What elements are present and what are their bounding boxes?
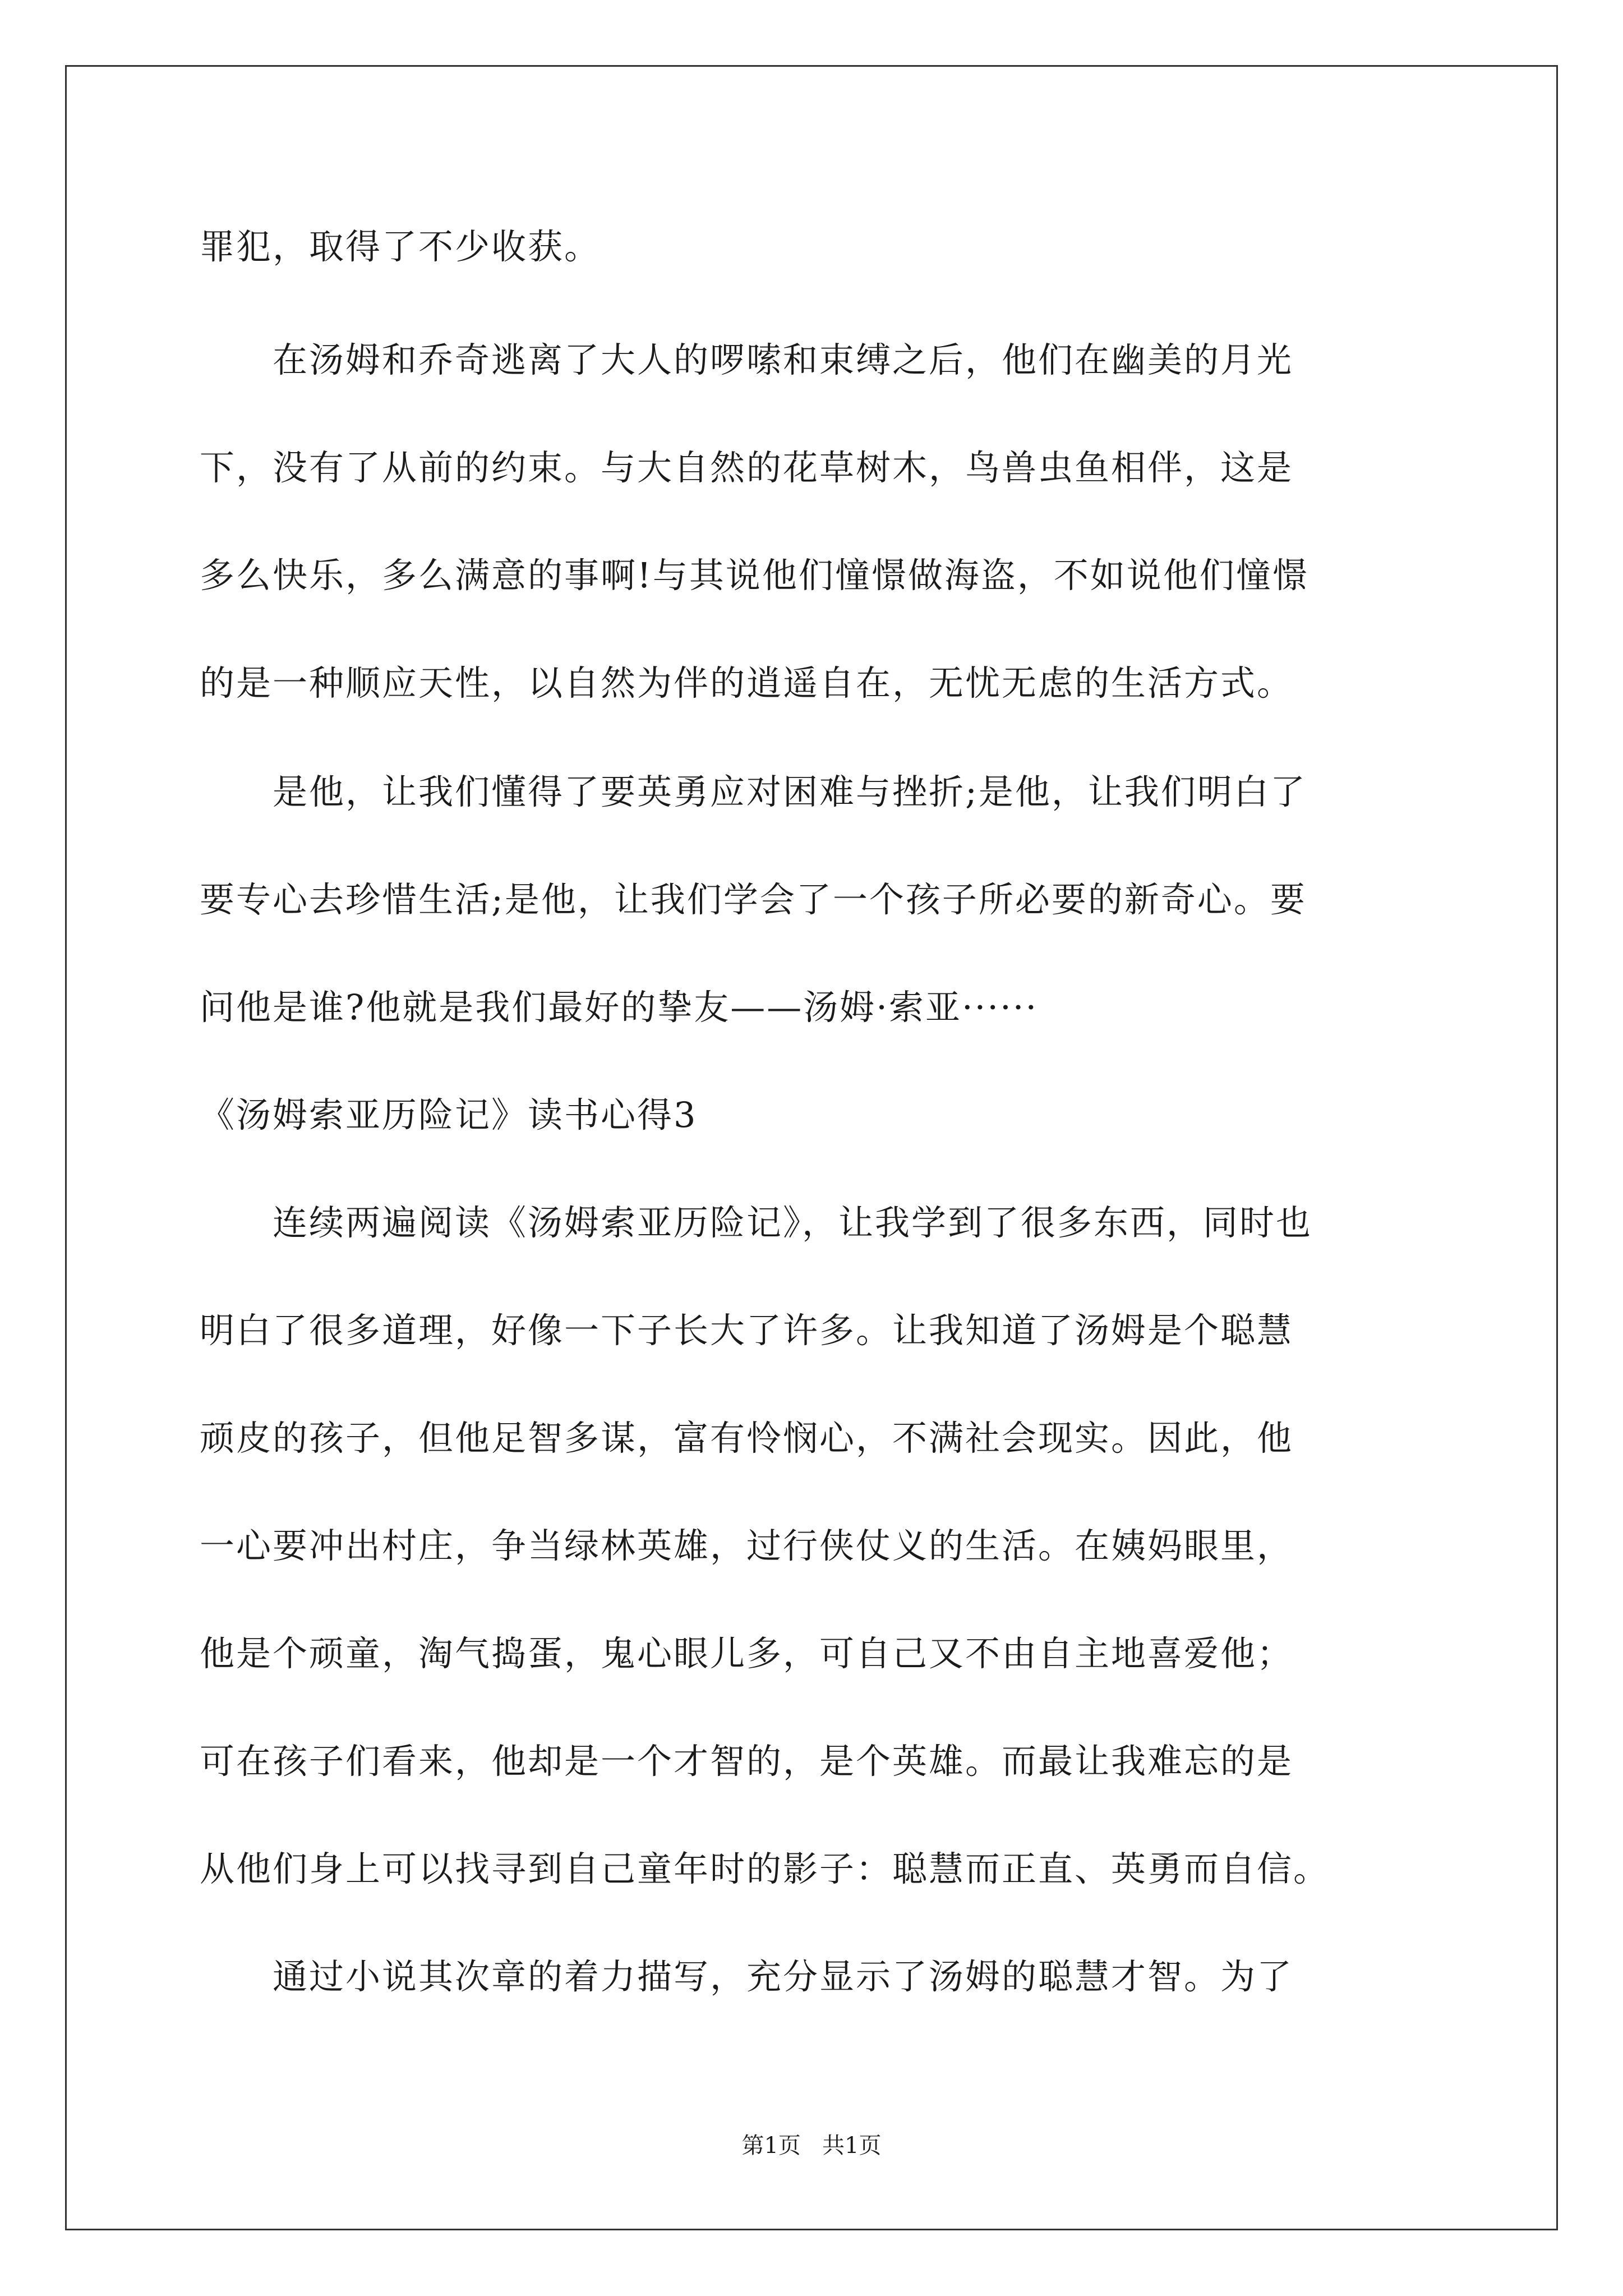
page-footer: 第1页 共1页 xyxy=(741,2133,882,2159)
text-line: 连续两遍阅读《汤姆索亚历险记》，让我学到了很多东西，同时也 xyxy=(200,1202,1313,1243)
text-line: 问他是谁?他就是我们最好的挚友——汤姆·索亚······ xyxy=(200,987,1039,1028)
section-heading: 《汤姆索亚历险记》读书心得3 xyxy=(200,1094,698,1135)
text-line: 从他们身上可以找寻到自己童年时的影子：聪慧而正直、英勇而自信。 xyxy=(200,1848,1330,1889)
text-line: 多么快乐，多么满意的事啊!与其说他们憧憬做海盗，不如说他们憧憬 xyxy=(200,555,1309,596)
text-line: 明白了很多道理，好像一下子长大了许多。让我知道了汤姆是个聪慧 xyxy=(200,1310,1294,1351)
text-line: 要专心去珍惜生活;是他，让我们学会了一个孩子所必要的新奇心。要 xyxy=(200,879,1307,920)
page-border xyxy=(65,65,1558,2230)
text-line: 下，没有了从前的约束。与大自然的花草树木，鸟兽虫鱼相伴，这是 xyxy=(200,447,1294,488)
text-line: 罪犯，取得了不少收获。 xyxy=(200,226,601,267)
text-line: 可在孩子们看来，他却是一个才智的，是个英雄。而最让我难忘的是 xyxy=(200,1741,1294,1782)
text-line: 的是一种顺应天性，以自然为伴的逍遥自在，无忧无虑的生活方式。 xyxy=(200,662,1294,703)
text-line: 是他，让我们懂得了要英勇应对困难与挫折;是他，让我们明白了 xyxy=(200,771,1307,812)
text-line: 他是个顽童，淘气捣蛋，鬼心眼儿多，可自己又不由自主地喜爱他； xyxy=(200,1633,1294,1674)
text-line: 顽皮的孩子，但他足智多谋，富有怜悯心，不满社会现实。因此，他 xyxy=(200,1418,1294,1458)
text-line: 在汤姆和乔奇逃离了大人的啰嗦和束缚之后，他们在幽美的月光 xyxy=(200,339,1294,380)
text-line: 一心要冲出村庄，争当绿林英雄，过行侠仗义的生活。在姨妈眼里， xyxy=(200,1525,1294,1566)
text-line: 通过小说其次章的着力描写，充分显示了汤姆的聪慧才智。为了 xyxy=(200,1956,1294,1997)
